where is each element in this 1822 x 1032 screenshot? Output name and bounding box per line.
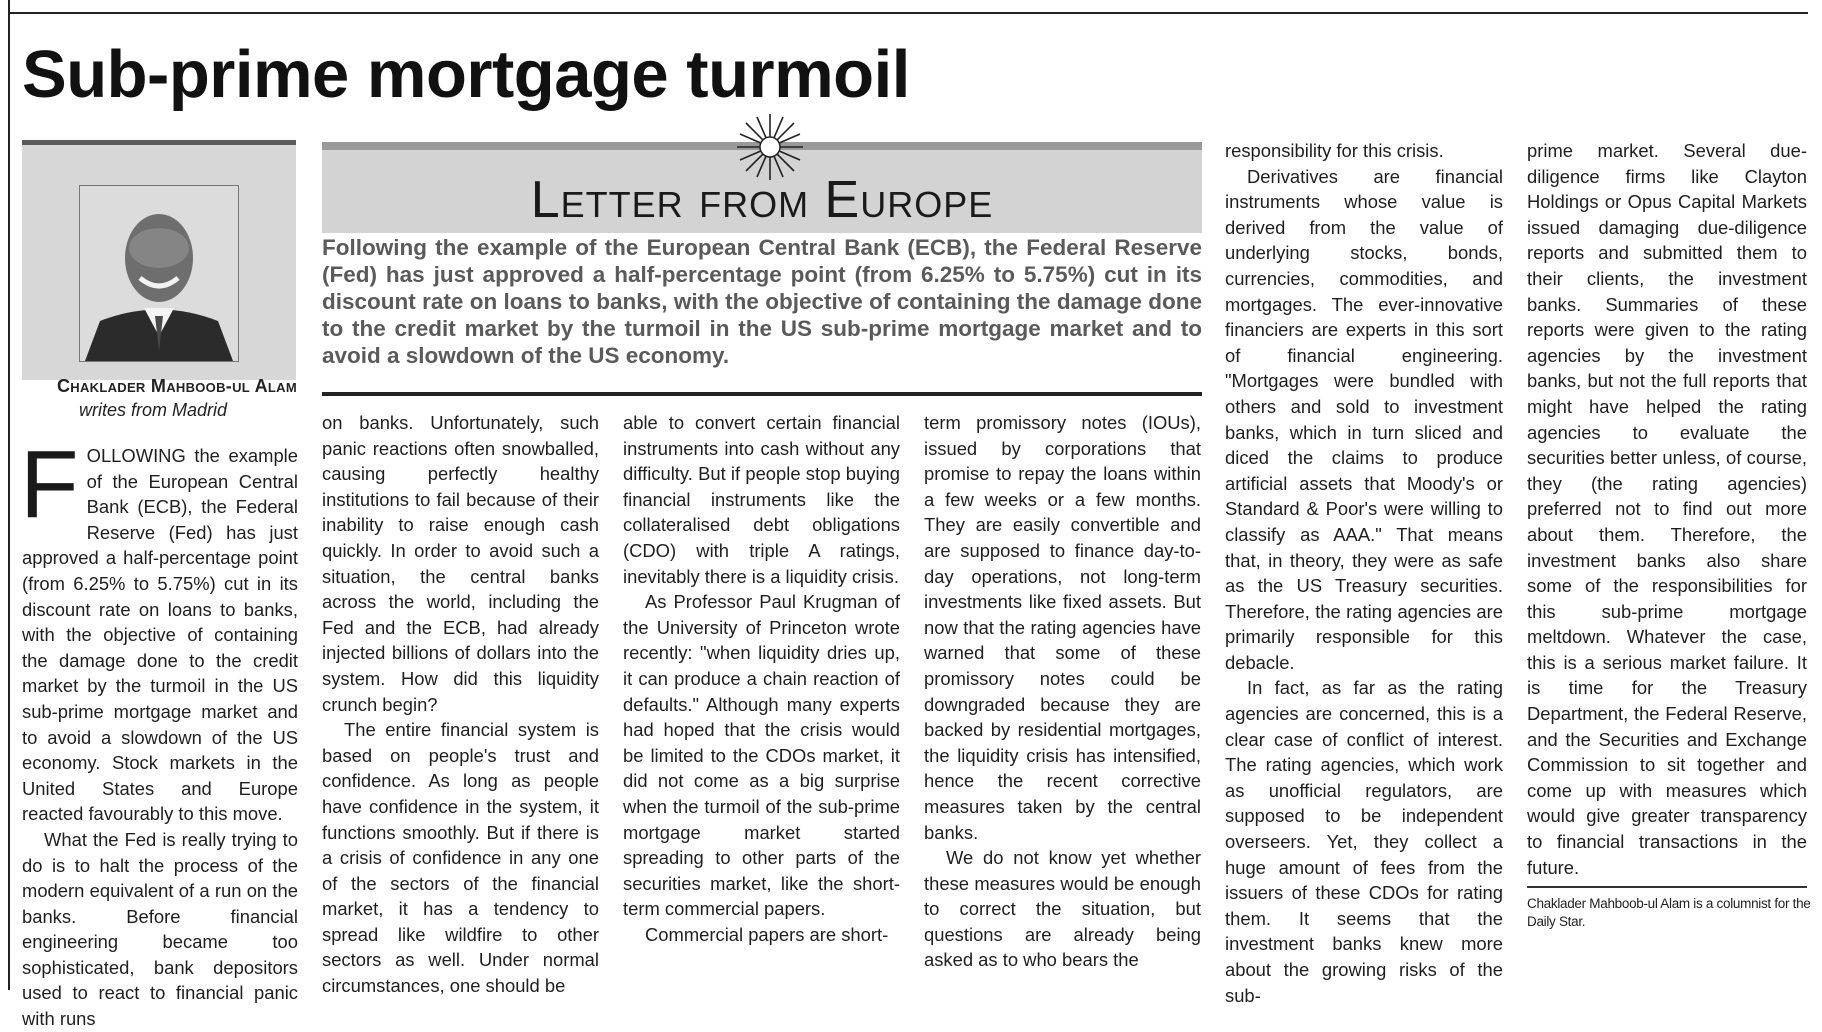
deck-rule	[322, 392, 1202, 396]
body-paragraph: prime market. Several due-diligence firms like Clayton Holdings or Opus Capital Markets issued damaging due-diligence reports and submitted them to their clients, the investment banks. Summaries of these reports were given to the rating agencies by the investment banks, but not the full reports that might have helped the rating agencies to evaluate the securities better unless, of course, they (the rating agencies) preferred not to find out more about them. Therefore, the investment banks also share some of the responsibilities for this sub-prime mortgage meltdown. Whatever the case, this is a serious market failure. It is time for the Treasury Department, the Federal Reserve, and the Securities and Exchange Commission to sit together and come up with measures which would give greater transparency to financial transactions in the future.	[1527, 140, 1807, 878]
body-paragraph: Commercial papers are short-	[645, 923, 889, 945]
article-deck: Following the example of the European Central Bank (ECB), the Federal Reserve (Fed) has just approved a half-percentage point (from 6.25% to 5.75%) cut in its discount rate on loans to banks, with the objective of containing the damage done to the credit market by the turmoil in the US sub-prime mortgage market and to avoid a slowdown of the US economy.	[322, 235, 1202, 368]
body-paragraph: The entire financial system is based on people's trust and confidence. As long as people have confidence in the system, it functions smoothly. But if there is a crisis of confidence in any one of the sectors of the financial market, it has a tendency to spread like wildfire to other sectors as well. Under normal circumstances, one should be	[322, 719, 599, 997]
drop-cap: F	[20, 431, 79, 538]
body-paragraph: on banks. Unfortunately, such panic reactions often snowballed, causing perfectly healthy institutions to fail because of their inability to raise enough cash quickly. In order to avoid such a situation, the central banks across the world, including the Fed and the ECB, had already injected billions of dollars into the system. How did this liquidity crunch begin?	[322, 412, 599, 715]
body-paragraph: We do not know yet whether these measures would be enough to correct the situation, but questions are already being asked as to who bears the	[924, 847, 1201, 971]
body-paragraph: able to convert certain financial instruments into cash without any difficulty. But if people stop buying financial instruments like the collateralised debt obligations (CDO) with triple A ratings, inevitably there is a liquidity crisis.	[623, 412, 900, 587]
body-column-2	[322, 410, 599, 997]
body-paragraph	[20, 431, 298, 827]
author-name	[22, 376, 297, 397]
author-name-text: Chaklader Mahboob-ul Alam	[56, 376, 297, 396]
author-location: writes from Madrid	[78, 400, 227, 420]
author-box	[22, 140, 296, 380]
body-column-1	[20, 431, 298, 1030]
body-column-6	[1527, 138, 1807, 878]
body-column-3	[623, 410, 900, 980]
body-paragraph: responsibility for this crisis.	[1225, 140, 1444, 161]
top-border-rule	[8, 12, 1808, 14]
author-portrait-drawing	[80, 186, 238, 361]
starburst-icon	[735, 112, 805, 182]
headline: Sub-prime mortgage turmoil	[22, 37, 910, 112]
body-paragraph: What the Fed is really trying to do is to halt the process of the modern equivalent of a run on the banks. Before financial engineering became too sophisticated, bank depositors used to react to financial panic with runs	[22, 828, 298, 1030]
body-paragraph: In fact, as far as the rating agencies are concerned, this is a clear case of conflict of interest. The rating agencies, which work as unofficial regulators, are supposed to be independent overseers. Yet, they collect a huge amount of fees from the issuers of these CDOs for rating them. It seems that the investment banks knew more about the growing risks of the sub-	[1225, 677, 1503, 1006]
body-paragraph: As Professor Paul Krugman of the University of Princeton wrote recently: "when liquidity dries up, it can produce a chain reaction of defaults." Although many experts had hoped that the crisis would be limited to the CDOs market, it did not come as a big surprise when the turmoil of the sub-prime mortgage market started spreading to other parts of the securities market, like the short-term commercial papers.	[623, 591, 900, 920]
body-column-5	[1225, 138, 1503, 1006]
body-column-4	[924, 410, 1201, 980]
author-portrait	[79, 185, 239, 362]
body-paragraph: term promissory notes (IOUs), issued by corporations that promise to repay the loans within a few weeks or a few months. They are easily convertible and are supposed to finance day-to-day operations, not long-term investments like fixed assets. But now that the rating agencies have warned that some of these promissory notes could be downgraded because they are backed by residential mortgages, the liquidity crisis has intensified, hence the recent corrective measures taken by the central banks.	[924, 412, 1201, 843]
section-banner-text: Letter from Europe	[530, 171, 994, 229]
author-tagline: Chaklader Mahboob-ul Alam is a columnist for the Daily Star.	[1527, 896, 1811, 929]
paragraph-text: OLLOWING the example of the European Central Bank (ECB), the Federal Reserve (Fed) has just approved a half-percentage point (from 6.25% to 5.75%) cut in its discount rate on loans to banks, with the objective of containing the damage done to the credit market by the turmoil in the US sub-prime mortgage market and to avoid a slowdown of the US economy. Stock markets in the United States and Europe reacted favourably to this move.	[22, 445, 298, 825]
tagline-rule	[1527, 886, 1807, 888]
left-border-rule	[8, 0, 10, 990]
body-paragraph: Derivatives are financial instruments whose value is derived from the value of underlying stocks, bonds, currencies, commodities, and mortgages. The ever-innovative financiers are experts in this sort of financial engineering. "Mortgages were bundled with others and sold to investment banks, which in turn sliced and diced the claims to produce artificial assets that Moody's or Standard & Poor's were willing to classify as AAA." That means that, in theory, they were as safe as the US Treasury securities. Therefore, the rating agencies are primarily responsible for this debacle.	[1225, 165, 1503, 673]
